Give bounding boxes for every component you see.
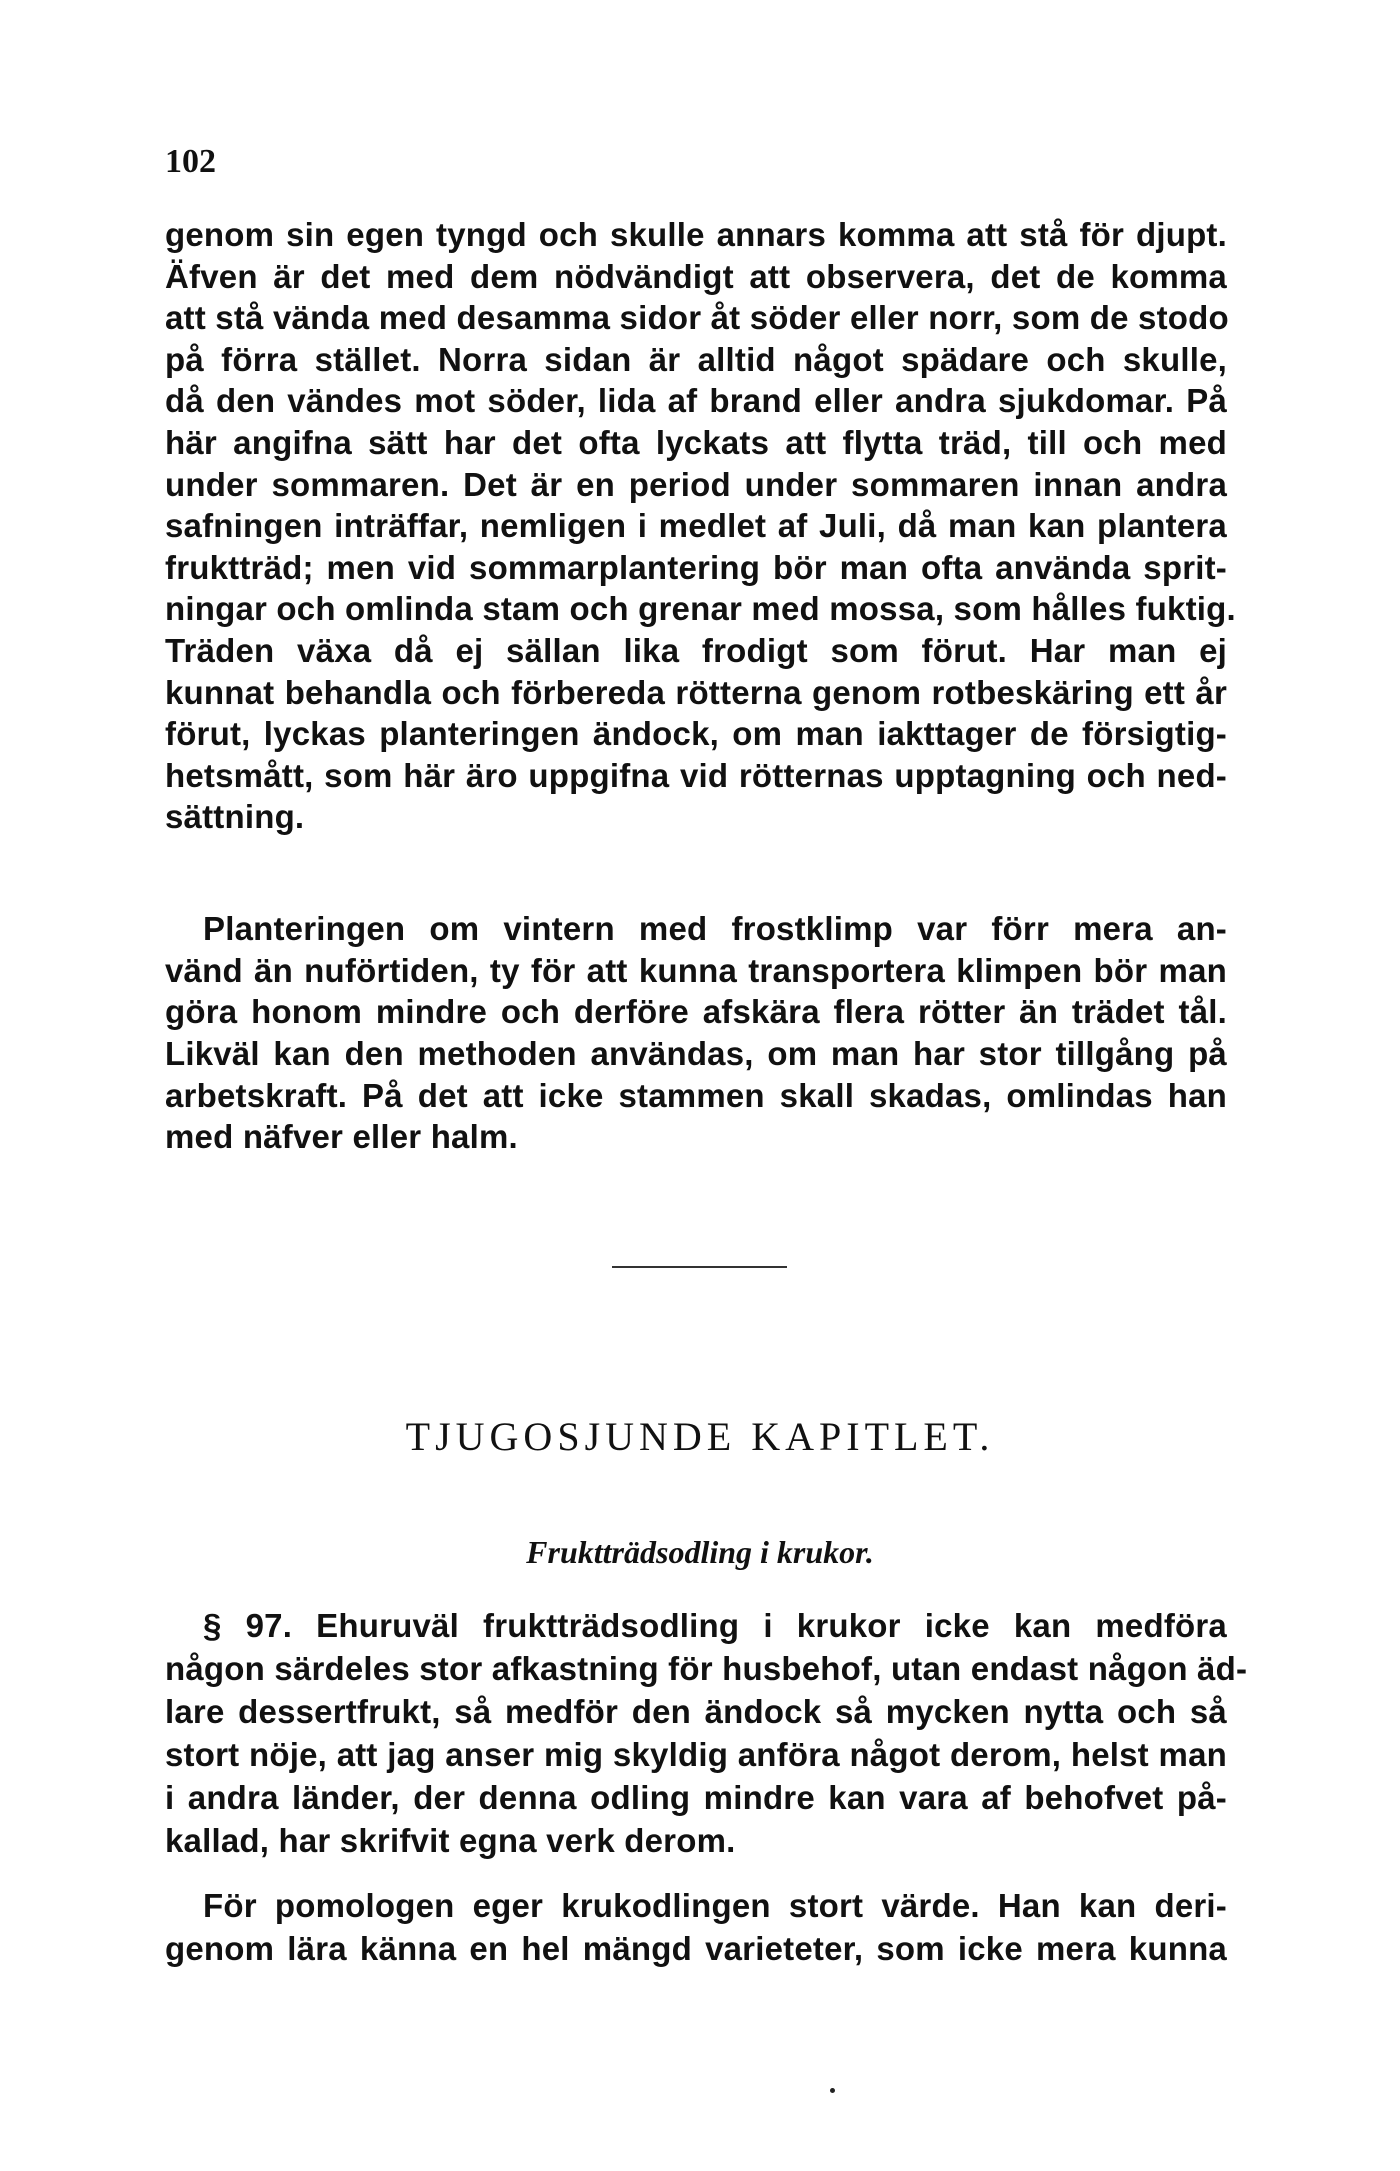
- text-line: förut, lyckas planteringen ändock, om man iakttager de försigtig-: [165, 715, 1227, 753]
- text-line: arbetskraft. På det att icke stammen skall skadas, omlindas han: [165, 1076, 1227, 1114]
- text-line: fruktträd; men vid sommarplantering bör man ofta använda sprit-: [165, 548, 1227, 586]
- paragraph-3: [165, 1604, 1248, 1862]
- ink-speck: [830, 2088, 835, 2093]
- text-line: stort nöje, att jag anser mig skyldig anföra något derom, helst man: [165, 1736, 1227, 1773]
- page-number: 102: [165, 143, 216, 180]
- paragraph-1: [165, 214, 1236, 838]
- text-line: lare dessertfrukt, så medför den ändock så mycken nytta och så: [165, 1693, 1227, 1730]
- paragraph-2: [165, 908, 1227, 1158]
- text-line: Träden växa då ej sällan lika frodigt som förut. Har man ej: [165, 631, 1227, 669]
- text-line: § 97. Ehuruväl fruktträdsodling i krukor icke kan medföra: [203, 1607, 1227, 1644]
- text-line: här angifna sätt har det ofta lyckats att flytta träd, till och med: [165, 423, 1227, 461]
- text-line: med näfver eller halm.: [165, 1118, 518, 1156]
- paragraph-4: [165, 1884, 1227, 1970]
- text-line: då den vändes mot söder, lida af brand eller andra sjukdomar. På: [165, 382, 1227, 420]
- section-divider: [612, 1266, 787, 1268]
- chapter-title: TJUGOSJUNDE KAPITLET.: [405, 1414, 995, 1459]
- text-line: göra honom mindre och derföre afskära flera rötter än trädet tål.: [165, 993, 1227, 1031]
- text-line: i andra länder, der denna odling mindre kan vara af behofvet på-: [165, 1779, 1227, 1816]
- text-line: kallad, har skrifvit egna verk derom.: [165, 1822, 736, 1859]
- text-line: vänd än nuförtiden, ty för att kunna transportera klimpen bör man: [165, 951, 1227, 989]
- text-line: under sommaren. Det är en period under sommaren innan andra: [165, 465, 1227, 503]
- text-line: kunnat behandla och förbereda rötterna genom rotbeskäring ett år: [165, 673, 1227, 711]
- chapter-subtitle: Fruktträdsodling i krukor.: [526, 1534, 874, 1570]
- text-line: sättning.: [165, 798, 305, 836]
- text-line: genom sin egen tyngd och skulle annars komma att stå för djupt.: [165, 216, 1227, 253]
- text-line: att stå vända med desamma sidor åt söder eller norr, som de stodo: [165, 299, 1229, 337]
- text-line: någon särdeles stor afkastning för husbehof, utan endast någon äd-: [165, 1650, 1248, 1687]
- text-line: safningen inträffar, nemligen i medlet af Juli, då man kan plantera: [165, 507, 1227, 545]
- text-line: på förra stället. Norra sidan är alltid något spädare och skulle,: [165, 340, 1227, 378]
- text-line: hetsmått, som här äro uppgifna vid rötternas upptagning och ned-: [165, 756, 1227, 794]
- text-line: För pomologen eger krukodlingen stort värde. Han kan deri-: [203, 1887, 1227, 1924]
- text-line: ningar och omlinda stam och grenar med mossa, som hålles fuktig.: [165, 590, 1236, 628]
- text-line: Likväl kan den methoden användas, om man har stor tillgång på: [165, 1035, 1227, 1073]
- text-line: Planteringen om vintern med frostklimp var förr mera an-: [203, 910, 1227, 947]
- text-line: Äfven är det med dem nödvändigt att observera, det de komma: [165, 257, 1227, 295]
- text-line: genom lära känna en hel mängd varieteter, som icke mera kunna: [165, 1930, 1227, 1967]
